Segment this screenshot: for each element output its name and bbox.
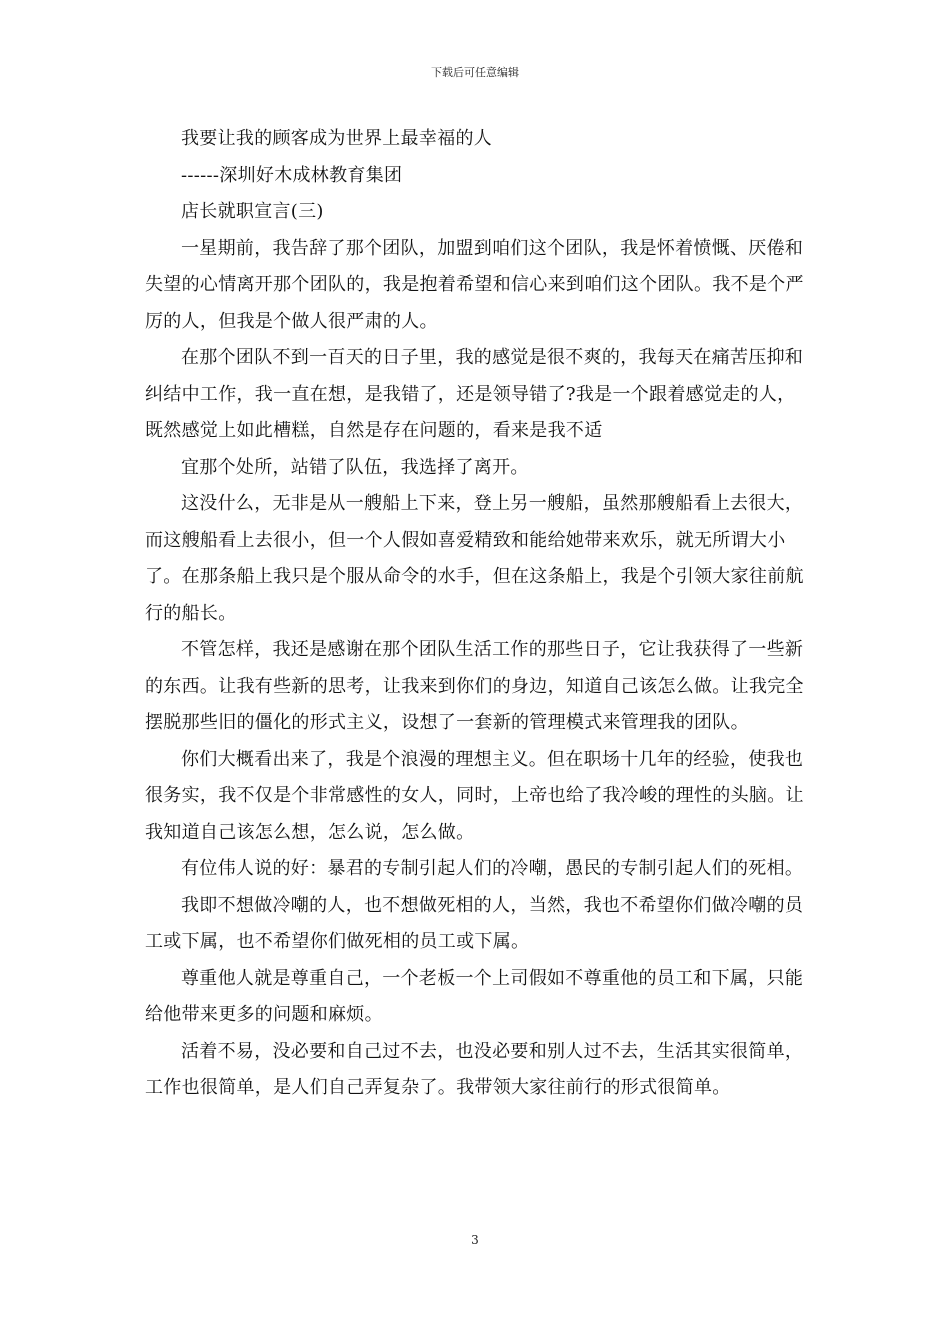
paragraph: 一星期前，我告辞了那个团队，加盟到咱们这个团队，我是怀着愤慨、厌倦和失望的心情离开那个团队的，我是抱着希望和信心来到咱们这个团队。我不是个严厉的人，但我是个做人很严肃的人。	[145, 237, 804, 332]
paragraph: 在那个团队不到一百天的日子里，我的感觉是很不爽的，我每天在痛苦压抑和纠结中工作，我一直在想，是我错了，还是领导错了?我是一个跟着感觉走的人，既然感觉上如此槽糕，自然是存在问题的，看来是我不适	[145, 347, 804, 441]
page-header: 下载后可任意编辑	[431, 66, 519, 79]
section-title: 店长就职宣言(三)	[181, 201, 324, 222]
paragraph: 宜那个处所，站错了队伍，我选择了离开。	[181, 456, 529, 478]
paragraph: 有位伟人说的好：暴君的专制引起人们的冷嘲，愚民的专制引起人们的死相。	[181, 858, 804, 879]
paragraph: 尊重他人就是尊重自己，一个老板一个上司假如不尊重他的员工和下属，只能给他带来更多的问题和麻烦。	[145, 967, 804, 1025]
paragraph: 这没什么，无非是从一艘船上下来，登上另一艘船，虽然那艘船看上去很大，而这艘船看上去很小，但一个人假如喜爱精致和能给她带来欢乐，就无所谓大小了。在那条船上我只是个服从命令的水手，但在这条船上，我是个引领大家往前航行的船长。	[145, 493, 804, 624]
paragraph: 你们大概看出来了，我是个浪漫的理想主义。但在职场十几年的经验，使我也很务实，我不仅是个非常感性的女人，同时，上帝也给了我冷峻的理性的头脑。让我知道自己该怎么想，怎么说，怎么做。	[145, 748, 804, 843]
paragraph: 我要让我的顾客成为世界上最幸福的人	[181, 128, 493, 149]
paragraph: ------深圳好木成林教育集团	[181, 164, 403, 186]
document-body	[145, 121, 805, 1107]
paragraph: 不管怎样，我还是感谢在那个团队生活工作的那些日子，它让我获得了一些新的东西。让我有些新的思考，让我来到你们的身边，知道自己该怎么做。让我完全摆脱那些旧的僵化的形式主义，设想了一套新的管理模式来管理我的团队。	[145, 639, 804, 733]
page-number: 3	[471, 1233, 479, 1247]
paragraph: 活着不易，没必要和自己过不去，也没必要和别人过不去，生活其实很简单，工作也很简单，是人们自己弄复杂了。我带领大家往前行的形式很简单。	[145, 1040, 804, 1098]
paragraph: 我即不想做冷嘲的人，也不想做死相的人，当然，我也不希望你们做冷嘲的员工或下属，也不希望你们做死相的员工或下属。	[145, 894, 804, 952]
